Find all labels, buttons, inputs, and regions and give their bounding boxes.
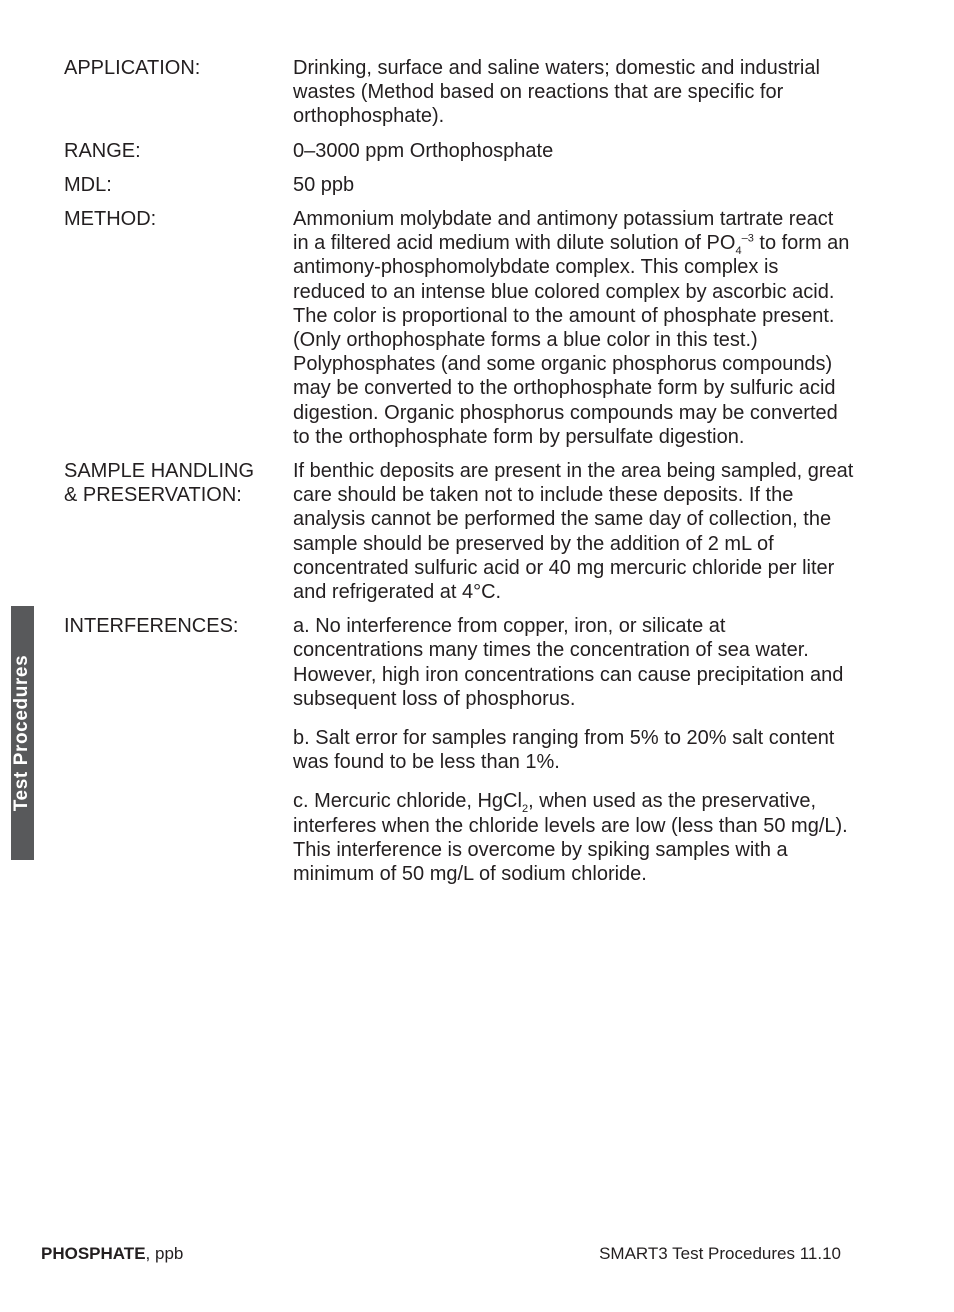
interferences-row — [64, 614, 854, 886]
phosphate-subscript: 4 — [735, 245, 742, 258]
method-row — [64, 207, 854, 449]
application-row — [64, 56, 854, 129]
range-row — [64, 139, 854, 163]
interference-a: a. No interference from copper, iron, or silicate at concentrations many times the concentration of sea water. However, high iron concentrations can cause precipitation and subsequent loss of phosphorus. — [293, 615, 844, 710]
side-tab — [11, 606, 34, 860]
mdl-label: MDL: — [64, 173, 112, 196]
side-tab-label: Test Procedures — [11, 654, 33, 812]
footer-document-title: SMART3 Test Procedures 11.10 — [599, 1244, 841, 1263]
interference-c-part-1: c. Mercuric chloride, HgCl — [293, 790, 522, 813]
interferences-label: INTERFERENCES: — [64, 615, 239, 638]
phosphate-superscript: –3 — [741, 232, 754, 245]
method-label: METHOD: — [64, 208, 157, 231]
hgcl2-subscript: 2 — [521, 803, 529, 816]
mdl-text: 50 ppb — [293, 173, 355, 196]
interference-c-part-2: , when used as the preservative, interferes when the chloride levels are low (less than 50 mg/L). This interference is overcome by spiking samples with a minimum of 50 mg/L of sodium chloride. — [293, 790, 848, 886]
interferences-list — [293, 614, 854, 886]
range-label: RANGE: — [64, 139, 141, 162]
application-label: APPLICATION: — [64, 57, 201, 79]
interference-c — [293, 789, 854, 886]
application-text: Drinking, surface and saline waters; domestic and industrial wastes (Method based on reactions that are specific for orthophosphate). — [293, 57, 820, 128]
range-text: 0–3000 ppm Orthophosphate — [293, 139, 554, 162]
footer-test-unit: , ppb — [145, 1244, 184, 1263]
method-text-part-2: to form an antimony-phosphomolybdate complex. This complex is reduced to an intense blue colored complex by ascorbic acid. The color is proportional to the amount of phosphate present. (Only orthophosphate forms a blue color in this test.) Polyphosphates (and some organic phosphorus compounds) may be converted to the orthophosphate form by sulfuric acid digestion. Organic phosphorus compounds may be converted to the orthophosphate form by persulfate digestion. — [293, 232, 850, 448]
footer-test-name-bold: PHOSPHATE — [41, 1244, 146, 1263]
footer-test-name — [41, 1244, 183, 1264]
sample-handling-text: If benthic deposits are present in the area being sampled, great care should be taken not to include these deposits. If the analysis cannot be performed the same day of collection, the sample should be preserved by the addition of 2 mL of concentrated sulfuric acid or 40 mg mercuric chloride per liter and refrigerated at 4°C. — [293, 460, 854, 604]
sample-handling-label: SAMPLE HANDLING & PRESERVATION: — [64, 460, 255, 507]
interference-b: b. Salt error for samples ranging from 5% to 20% salt content was found to be less than 1%. — [293, 727, 835, 774]
method-text-part-1: Ammonium molybdate and antimony potassium tartrate react in a filtered acid medium with dilute solution of PO — [293, 208, 834, 255]
procedure-content — [64, 56, 854, 896]
method-text — [293, 207, 854, 449]
mdl-row — [64, 173, 854, 197]
sample-handling-row — [64, 459, 854, 604]
